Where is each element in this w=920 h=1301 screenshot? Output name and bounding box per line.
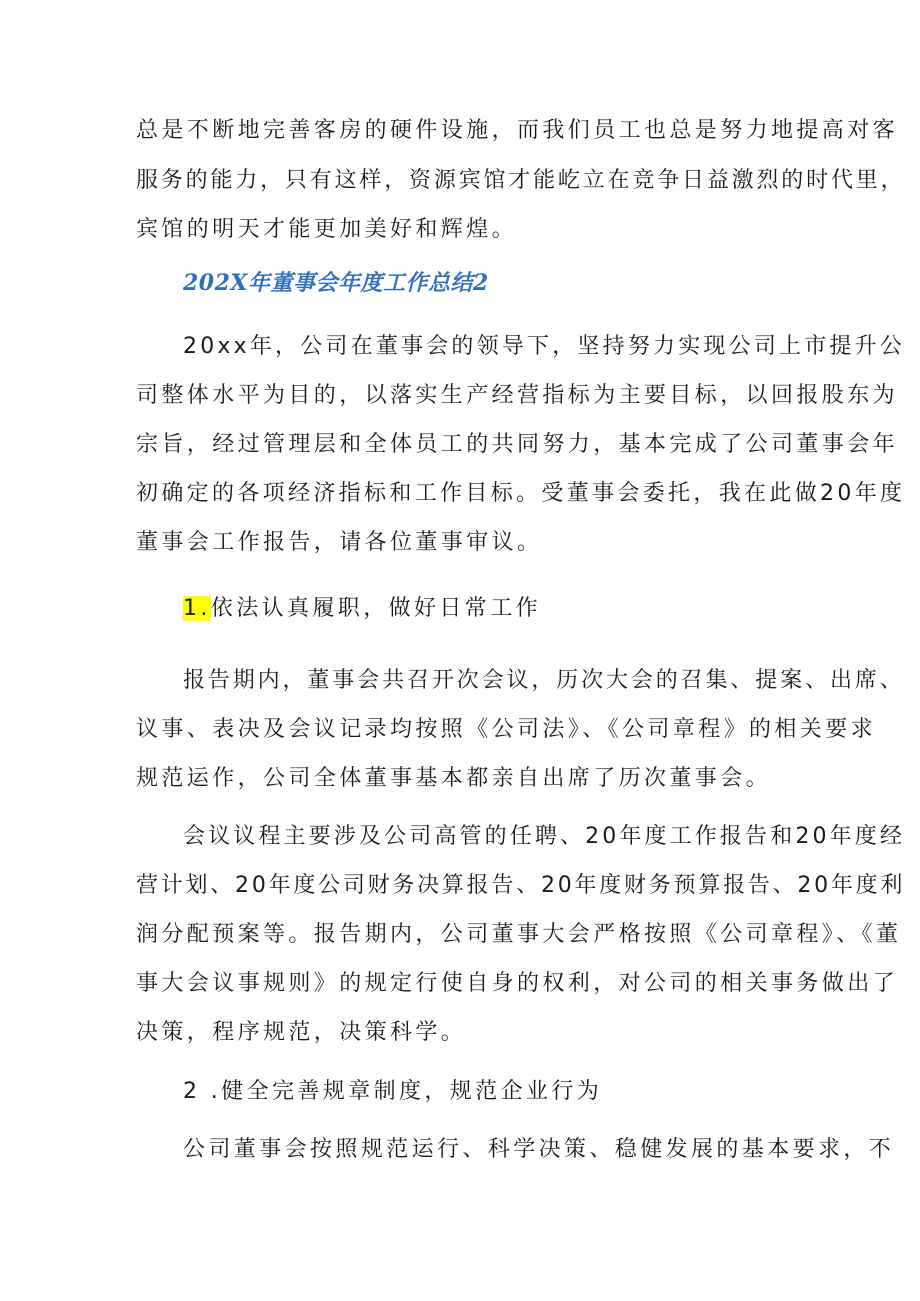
paragraph-line: 润分配预案等。报告期内，公司董事大会严格按照《公司章程》、《董 — [136, 922, 902, 947]
paragraph-line: 宗旨，经过管理层和全体员工的共同努力，基本完成了公司董事会年 — [136, 432, 899, 457]
paragraph-line: 规范运作，公司全体董事基本都亲自出席了历次董事会。 — [136, 766, 772, 791]
paragraph-line: 报告期内，董事会共召开次会议，历次大会的召集、提案、出席、 — [183, 668, 905, 693]
paragraph-line: 决策，程序规范，决策科学。 — [136, 1020, 467, 1045]
paragraph-line: 会议议程主要涉及公司高管的任聘、20年度工作报告和20年度经 — [183, 824, 905, 849]
paragraph-line: 公司董事会按照规范运行、科学决策、稳健发展的基本要求，不 — [183, 1137, 895, 1162]
section-heading: 202X年董事会年度工作总结2 — [183, 270, 489, 296]
subsection-title-text: 依法认真履职，做好日常工作 — [210, 596, 541, 621]
intro-line: 宾馆的明天才能更加美好和辉煌。 — [136, 217, 518, 242]
paragraph-line: 初确定的各项经济指标和工作目标。受董事会委托，我在此做20年度 — [136, 481, 906, 506]
paragraph-line: 营计划、20年度公司财务决算报告、20年度财务预算报告、20年度利 — [136, 873, 906, 898]
subsection-title-1 — [183, 594, 541, 624]
highlighted-number: 1. — [183, 596, 211, 621]
paragraph-line: 事大会议事规则》的规定行使自身的权利，对公司的相关事务做出了 — [136, 971, 899, 996]
intro-line: 服务的能力，只有这样，资源宾馆才能屹立在竞争日益激烈的时代里， — [136, 168, 906, 193]
paragraph-line: 司整体水平为目的，以落实生产经营指标为主要目标，以回报股东为 — [136, 383, 899, 408]
intro-line: 总是不断地完善客房的硬件设施，而我们员工也总是努力地提高对客 — [136, 118, 899, 143]
paragraph-line: 20xx年，公司在董事会的领导下，坚持努力实现公司上市提升公 — [183, 334, 906, 359]
subsection-title-2: 2 .健全完善规章制度，规范企业行为 — [183, 1079, 603, 1104]
paragraph-line: 议事、表决及会议记录均按照《公司法》、《公司章程》的相关要求 — [136, 717, 877, 742]
paragraph-line: 董事会工作报告，请各位董事审议。 — [136, 530, 543, 555]
